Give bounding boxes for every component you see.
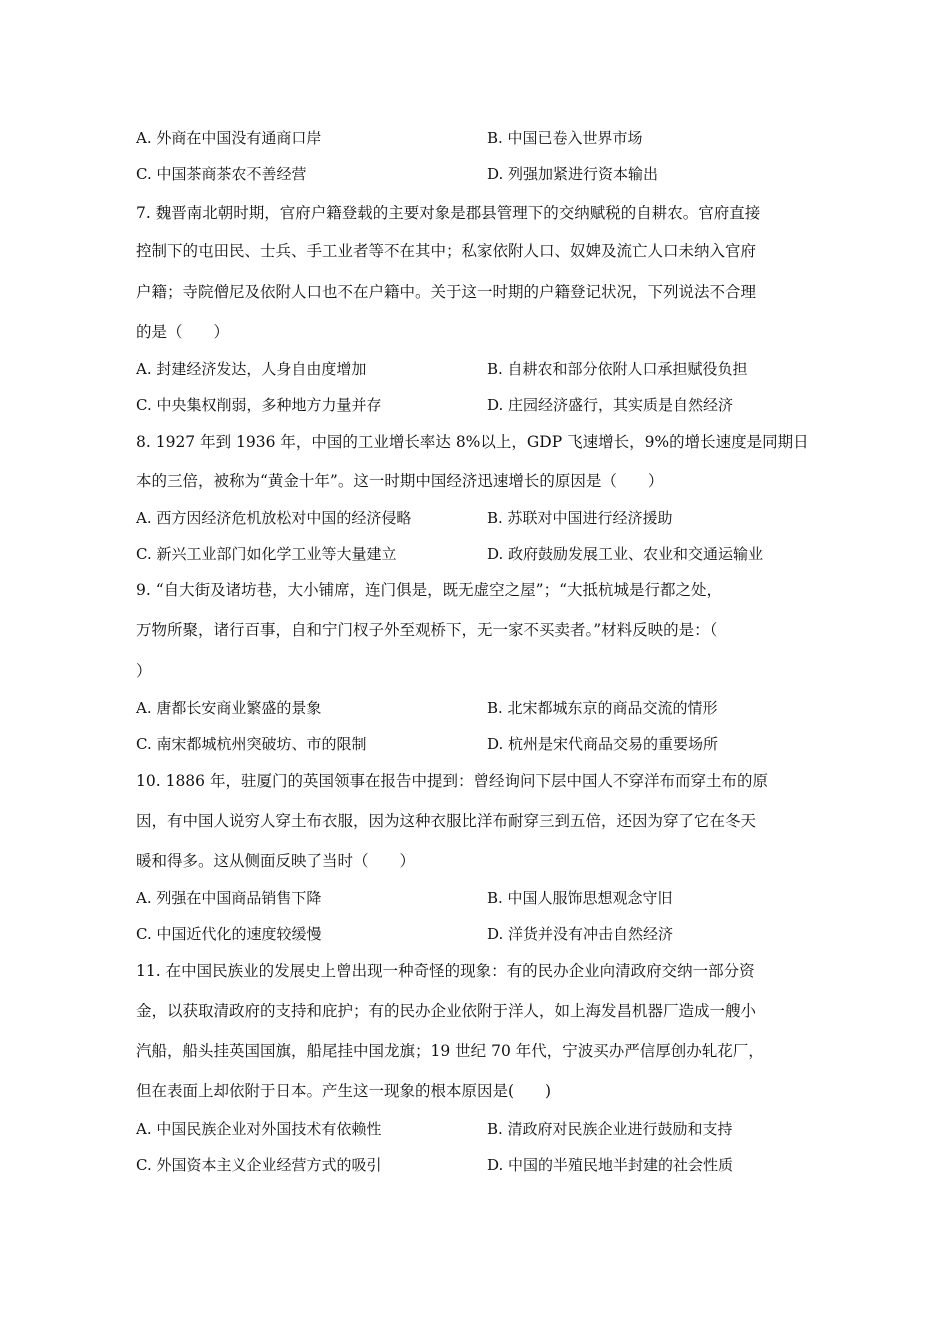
q6-option-d: D. 列强加紧进行资本输出 <box>487 165 659 183</box>
q8-stem-line: 8. 1927 年到 1936 年，中国的工业增长率达 8%以上，GDP 飞速增长，9%的增长速度是同期日 <box>136 433 809 451</box>
q10-option-a: A. 列强在中国商品销售下降 <box>136 889 322 907</box>
q7-stem-line: 7. 魏晋南北朝时期，官府户籍登载的主要对象是郡县管理下的交纳赋税的自耕农。官府直接 <box>136 204 761 222</box>
q10-stem-line: 10. 1886 年，驻厦门的英国领事在报告中提到：曾经询问下层中国人不穿洋布而穿土布的原 <box>136 772 768 790</box>
q8-option-c: C. 新兴工业部门如化学工业等大量建立 <box>136 545 397 563</box>
q10-stem-line: 因，有中国人说穷人穿土布衣服，因为这种衣服比洋布耐穿三到五倍，还因为穿了它在冬天 <box>136 812 757 830</box>
q11-stem-line: 但在表面上却依附于日本。产生这一现象的根本原因是( ) <box>136 1082 552 1100</box>
q11-stem-line: 金，以获取清政府的支持和庇护；有的民办企业依附于洋人，如上海发昌机器厂造成一艘小 <box>136 1002 757 1020</box>
q11-stem-line: 11. 在中国民族业的发展史上曾出现一种奇怪的现象：有的民办企业向清政府交纳一部分资 <box>136 962 755 980</box>
q9-stem-line: 万物所聚，诸行百事，自和宁门杈子外至观桥下，无一家不买卖者。”材料反映的是：（ <box>136 621 718 639</box>
q7-stem-line: 户籍；寺院僧尼及依附人口也不在户籍中。关于这一时期的户籍登记状况，下列说法不合理 <box>136 283 757 301</box>
q7-stem-line: 控制下的屯田民、士兵、手工业者等不在其中；私家依附人口、奴婢及流亡人口未纳入官府 <box>136 242 757 260</box>
q11-option-c: C. 外国资本主义企业经营方式的吸引 <box>136 1156 382 1174</box>
q7-option-a: A. 封建经济发达，人身自由度增加 <box>136 360 367 378</box>
q8-option-b: B. 苏联对中国进行经济援助 <box>487 509 673 527</box>
q6-option-a: A. 外商在中国没有通商口岸 <box>136 129 322 147</box>
q8-option-d: D. 政府鼓励发展工业、农业和交通运输业 <box>487 545 764 563</box>
q10-option-c: C. 中国近代化的速度较缓慢 <box>136 925 322 943</box>
q9-option-a: A. 唐都长安商业繁盛的景象 <box>136 699 322 717</box>
q11-stem-line: 汽船，船头挂英国国旗，船尾挂中国龙旗；19 世纪 70 年代，宁波买办严信厚创办轧花厂， <box>136 1042 764 1060</box>
q10-option-b: B. 中国人服饰思想观念守旧 <box>487 889 673 907</box>
q7-option-c: C. 中央集权削弱，多种地方力量并存 <box>136 396 382 414</box>
q11-option-b: B. 清政府对民族企业进行鼓励和支持 <box>487 1120 733 1138</box>
q6-option-c: C. 中国茶商茶农不善经营 <box>136 165 307 183</box>
q11-option-d: D. 中国的半殖民地半封建的社会性质 <box>487 1156 734 1174</box>
q10-stem-line: 暖和得多。这从侧面反映了当时（ ） <box>136 852 416 870</box>
q9-option-b: B. 北宋都城东京的商品交流的情形 <box>487 699 718 717</box>
q9-stem-line: ） <box>136 662 152 680</box>
q8-stem-line: 本的三倍，被称为“黄金十年”。这一时期中国经济迅速增长的原因是（ ） <box>136 472 664 490</box>
q11-option-a: A. 中国民族企业对外国技术有依赖性 <box>136 1120 382 1138</box>
q9-option-c: C. 南宋都城杭州突破坊、市的限制 <box>136 735 367 753</box>
q9-stem-line: 9. “自大街及诸坊巷，大小铺席，连门俱是，既无虚空之屋”；“大抵杭城是行都之处， <box>136 581 722 599</box>
q7-option-d: D. 庄园经济盛行，其实质是自然经济 <box>487 396 734 414</box>
q9-option-d: D. 杭州是宋代商品交易的重要场所 <box>487 735 719 753</box>
q7-stem-line: 的是（ ） <box>136 323 230 341</box>
q10-option-d: D. 洋货并没有冲击自然经济 <box>487 925 674 943</box>
q6-option-b: B. 中国已卷入世界市场 <box>487 129 643 147</box>
q7-option-b: B. 自耕农和部分依附人口承担赋役负担 <box>487 360 748 378</box>
q8-option-a: A. 西方因经济危机放松对中国的经济侵略 <box>136 509 412 527</box>
